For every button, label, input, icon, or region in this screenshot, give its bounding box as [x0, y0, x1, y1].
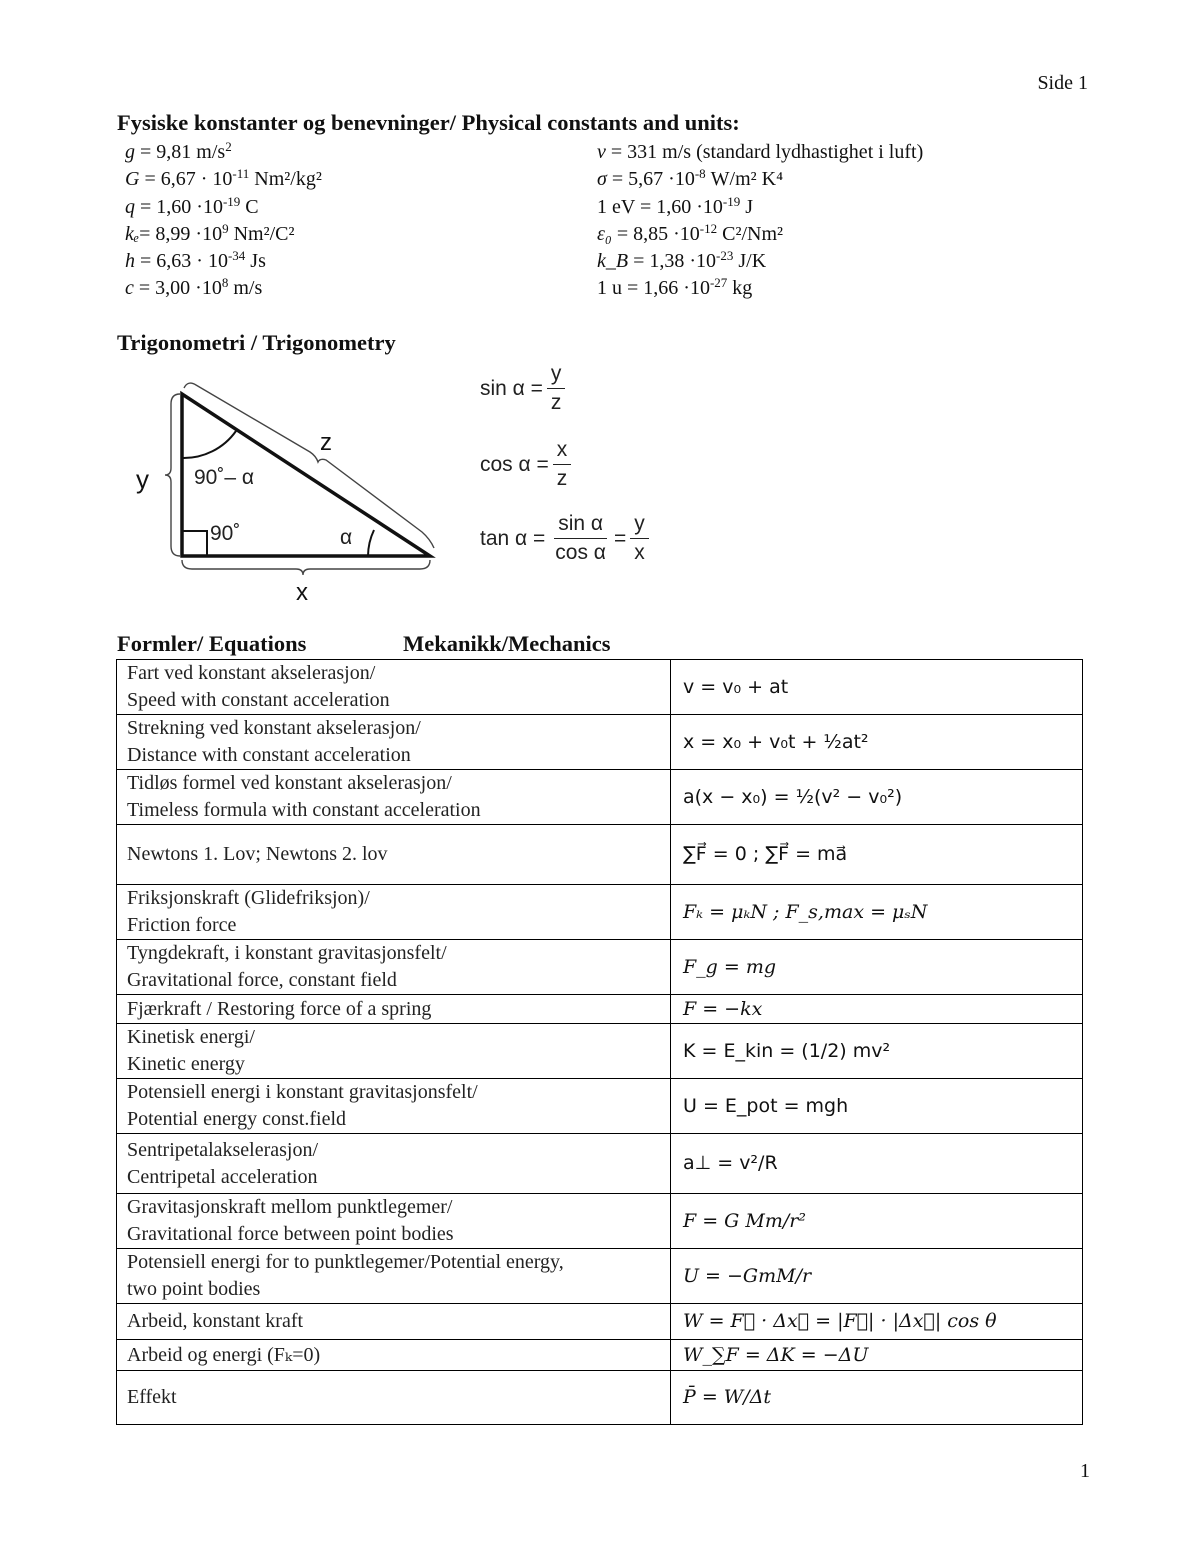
constant-row — [597, 248, 923, 275]
table-row — [117, 1024, 1083, 1079]
y-brace — [165, 394, 180, 556]
description-line-1: Strekning ved konstant akselerasjon/ — [127, 717, 421, 739]
constant-row — [597, 275, 923, 302]
constant-symbol: v — [597, 141, 606, 163]
equation-description — [117, 1079, 671, 1134]
description-line-1: Kinetisk energi/ — [127, 1026, 255, 1048]
table-row — [117, 1304, 1083, 1340]
constant-exponent: -23 — [716, 248, 734, 264]
right-angle-marker — [182, 531, 207, 556]
equation-formula — [671, 1371, 1083, 1425]
equation-formula — [671, 1194, 1083, 1249]
constant-value: = 9,81 m/s — [135, 141, 226, 163]
constant-row — [125, 139, 322, 166]
constants-heading: Fysiske konstanter og benevninger/ Physical constants and units: — [117, 110, 740, 135]
tan-numerator-1: sin α — [554, 512, 607, 539]
description-line-2: Gravitational force between point bodies — [127, 1223, 454, 1245]
description-line-2: Friction force — [127, 914, 237, 936]
constant-row — [597, 221, 923, 248]
constant-symbol: 1 u — [597, 277, 622, 300]
constants-left-column — [125, 139, 322, 303]
formula-text: P̄ = W/Δt — [683, 1386, 772, 1408]
description-line-1: Newtons 1. Lov; Newtons 2. lov — [127, 843, 388, 865]
equation-description — [117, 825, 671, 885]
constant-symbol: h — [125, 250, 135, 273]
trigonometry-heading: Trigonometri / Trigonometry — [117, 330, 396, 355]
description-line-1: Friksjonskraft (Glidefriksjon)/ — [127, 887, 370, 909]
equation-description — [117, 940, 671, 995]
table-row — [117, 1340, 1083, 1371]
description-line-2: Timeless formula with constant acceleration — [127, 799, 481, 821]
constant-unit: J — [740, 195, 754, 218]
table-row — [117, 940, 1083, 995]
table-row — [117, 770, 1083, 825]
description-line-2: Kinetic energy — [127, 1053, 245, 1075]
equation-description — [117, 715, 671, 770]
equation-description — [117, 1249, 671, 1304]
constant-exponent: -12 — [699, 220, 718, 236]
equation-formula — [671, 1079, 1083, 1134]
constant-value: = 6,63 · 10 — [135, 250, 228, 273]
formula-text: F_g = mg — [683, 955, 777, 978]
cos-lhs: cos α = — [480, 452, 549, 476]
constant-symbol: ε₀ — [597, 222, 612, 245]
table-row — [117, 1134, 1083, 1194]
constant-unit: W/m² K⁴ — [705, 168, 784, 191]
description-line-1: Arbeid, konstant kraft — [127, 1310, 304, 1332]
constant-unit: C²/Nm² — [717, 222, 784, 245]
equation-formula — [671, 1024, 1083, 1079]
formula-text: x = x₀ + v₀t + ½at² — [683, 730, 869, 753]
tan-lhs: tan α = — [480, 526, 546, 550]
table-row — [117, 660, 1083, 715]
constant-row — [125, 248, 322, 275]
top-angle-arc — [182, 431, 236, 458]
description-line-1: Potensiell energi for to punktlegemer/Potential energy, — [127, 1251, 564, 1273]
tan-denominator-1: cos α — [555, 541, 606, 564]
sin-lhs: sin α = — [480, 376, 543, 400]
constant-exponent: -19 — [222, 193, 241, 209]
equation-formula — [671, 885, 1083, 940]
page-number: 1 — [1080, 1460, 1090, 1482]
tan-formula — [480, 512, 653, 565]
equation-description — [117, 660, 671, 715]
constant-symbol: 1 eV — [597, 195, 635, 218]
label-angle-alpha: α — [340, 526, 353, 549]
constant-row — [125, 275, 322, 302]
x-brace — [182, 560, 430, 575]
constant-symbol: c — [125, 277, 134, 300]
sin-numerator: y — [547, 362, 566, 389]
formula-text: K = E_kin = (1/2) mv² — [683, 1039, 891, 1062]
constant-symbol: q — [125, 195, 135, 218]
equation-description — [117, 1024, 671, 1079]
equation-description — [117, 885, 671, 940]
constant-unit: Js — [245, 250, 266, 273]
table-row — [117, 995, 1083, 1024]
description-line-1: Potensiell energi i konstant gravitasjonsfelt/ — [127, 1081, 478, 1103]
constant-exponent: -11 — [232, 166, 250, 182]
constant-value: = 1,60 ·10 — [135, 195, 223, 218]
sin-formula — [480, 362, 569, 415]
equations-table — [116, 659, 1083, 1425]
table-row — [117, 825, 1083, 885]
equation-formula — [671, 1340, 1083, 1371]
constant-row — [125, 194, 322, 221]
equation-formula — [671, 1249, 1083, 1304]
triangle-diagram — [130, 372, 450, 612]
constant-unit: kg — [727, 277, 753, 300]
constant-unit: J/K — [733, 250, 767, 273]
equation-formula — [671, 715, 1083, 770]
page-header-label: Side 1 — [1037, 72, 1088, 94]
equation-description — [117, 1304, 671, 1340]
constant-value: = 6,67 · 10 — [139, 168, 233, 191]
label-angle-right: 90˚ — [210, 522, 241, 545]
constant-unit: Nm²/kg² — [249, 168, 322, 191]
equation-formula — [671, 995, 1083, 1024]
formula-text: a(x − x₀) = ½(v² − v₀²) — [683, 785, 903, 808]
equation-formula — [671, 940, 1083, 995]
label-y: y — [136, 464, 149, 494]
description-line-1: Sentripetalakselerasjon/ — [127, 1138, 319, 1161]
description-line-1: Fart ved konstant akselerasjon/ — [127, 662, 376, 684]
constant-row — [597, 194, 923, 221]
formula-text: a⊥ = v²/R — [683, 1152, 778, 1174]
description-line-1: Effekt — [127, 1386, 177, 1408]
cos-denominator: z — [556, 467, 568, 490]
cos-formula — [480, 438, 575, 491]
alpha-angle-arc — [368, 530, 374, 556]
constant-exponent: 8 — [221, 275, 229, 291]
formula-text: Fₖ = μₖN ; F_s,max = μₛN — [683, 900, 928, 923]
formula-text: W = F⃗ · Δx⃗ = |F⃗| · |Δx⃗| cos θ — [683, 1310, 997, 1332]
constant-exponent: 9 — [222, 220, 229, 236]
formula-text: U = −GmM/r — [683, 1264, 812, 1287]
constant-row — [125, 166, 322, 193]
constant-value: = 331 m/s (standard lydhastighet i luft) — [605, 141, 924, 163]
description-line-2: two point bodies — [127, 1278, 261, 1300]
description-line-2: Potential energy const.field — [127, 1108, 347, 1130]
constant-unit: m/s — [228, 277, 263, 300]
description-line-2: Speed with constant acceleration — [127, 689, 390, 711]
constant-symbol: g — [125, 141, 135, 163]
equation-description — [117, 995, 671, 1024]
equation-formula — [671, 770, 1083, 825]
tan-equals: = — [613, 526, 627, 550]
constant-row — [125, 221, 322, 248]
mechanics-heading: Mekanikk/Mechanics — [403, 631, 611, 656]
equation-formula — [671, 825, 1083, 885]
constant-exponent: 2 — [225, 138, 232, 154]
constant-exponent: -27 — [709, 275, 728, 291]
formula-text: U = E_pot = mgh — [683, 1094, 849, 1117]
constant-value: = 8,99 ·10 — [139, 222, 223, 245]
constant-symbol: G — [125, 168, 140, 191]
constant-row — [597, 139, 923, 166]
description-line-1: Gravitasjonskraft mellom punktlegemer/ — [127, 1196, 453, 1218]
formula-text: v = v₀ + at — [683, 675, 789, 698]
constant-symbol: kₑ — [125, 222, 140, 245]
formula-text: W_∑F = ΔK = −ΔU — [683, 1343, 869, 1366]
constant-value: = 1,60 ·10 — [634, 195, 723, 218]
description-line-1: Tidløs formel ved konstant akselerasjon/ — [127, 772, 452, 794]
constant-row — [597, 166, 923, 193]
constant-symbol: k_B — [597, 250, 629, 273]
tan-denominator-2: x — [634, 541, 645, 564]
constant-unit: Nm²/C² — [228, 222, 295, 245]
table-row — [117, 1194, 1083, 1249]
tan-numerator-2: y — [630, 512, 649, 539]
description-line-1: Tyngdekraft, i konstant gravitasjonsfelt/ — [127, 942, 447, 964]
label-z: z — [320, 429, 332, 456]
equation-description — [117, 1194, 671, 1249]
constant-value: = 1,38 ·10 — [628, 250, 717, 273]
description-line-1: Fjærkraft / Restoring force of a spring — [127, 997, 432, 1020]
table-row — [117, 1249, 1083, 1304]
equation-description — [117, 1134, 671, 1194]
label-angle-top: 90˚– α — [194, 466, 255, 489]
table-row — [117, 715, 1083, 770]
equation-formula — [671, 1134, 1083, 1194]
constant-value: = 5,67 ·10 — [606, 168, 695, 191]
table-row — [117, 1371, 1083, 1425]
formula-text: ∑F⃗ = 0 ; ∑F⃗ = ma⃗ — [683, 843, 848, 865]
equation-description — [117, 1340, 671, 1371]
constant-exponent: -34 — [227, 248, 246, 264]
constants-right-column — [597, 139, 923, 303]
constant-exponent: -8 — [694, 166, 706, 182]
equation-description — [117, 1371, 671, 1425]
constant-symbol: σ — [597, 168, 607, 191]
description-line-1: Arbeid og energi (Fₖ=0) — [127, 1343, 321, 1366]
constant-exponent: -19 — [722, 193, 741, 209]
formula-text: F = −kx — [683, 997, 763, 1020]
table-row — [117, 885, 1083, 940]
constant-unit: C — [240, 195, 259, 218]
table-row — [117, 1079, 1083, 1134]
equation-formula — [671, 1304, 1083, 1340]
description-line-2: Gravitational force, constant field — [127, 969, 397, 991]
constant-value: = 1,66 ·10 — [622, 277, 710, 300]
label-x: x — [296, 579, 308, 606]
description-line-2: Distance with constant acceleration — [127, 744, 411, 766]
formula-text: F = G Mm/r² — [683, 1209, 806, 1232]
description-line-2: Centripetal acceleration — [127, 1165, 318, 1188]
cos-numerator: x — [553, 438, 572, 465]
constant-value: = 3,00 ·10 — [133, 277, 222, 300]
constant-value: = 8,85 ·10 — [611, 222, 700, 245]
equation-description — [117, 770, 671, 825]
equations-heading: Formler/ Equations — [117, 631, 307, 656]
equation-formula — [671, 660, 1083, 715]
sin-denominator: z — [550, 391, 562, 414]
